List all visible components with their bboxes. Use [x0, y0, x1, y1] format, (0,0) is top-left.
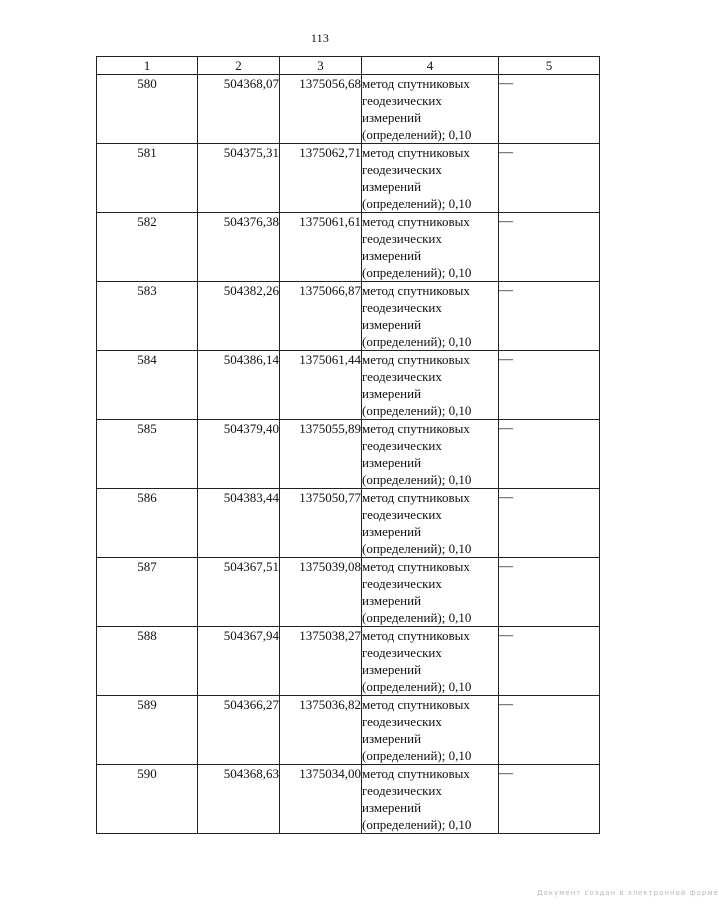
table-row [97, 627, 600, 696]
coordinate-y: 1375061,61 [280, 213, 362, 282]
coordinate-x: 504379,40 [198, 420, 280, 489]
column-header-2: 2 [198, 57, 280, 75]
method-accuracy: метод спутниковых геодезических измерений (определений); 0,10 [362, 696, 499, 765]
method-accuracy: метод спутниковых геодезических измерений (определений); 0,10 [362, 75, 499, 144]
coordinate-x: 504382,26 [198, 282, 280, 351]
coordinate-y: 1375061,44 [280, 351, 362, 420]
table-row [97, 558, 600, 627]
method-accuracy: метод спутниковых геодезических измерений (определений); 0,10 [362, 351, 499, 420]
coordinate-y: 1375034,00 [280, 765, 362, 834]
table-row [97, 282, 600, 351]
note-dash: — [499, 558, 600, 627]
coordinate-x: 504376,38 [198, 213, 280, 282]
table-row [97, 213, 600, 282]
coordinate-x: 504367,94 [198, 627, 280, 696]
page-number: 113 [310, 31, 330, 45]
note-dash: — [499, 213, 600, 282]
column-header-1: 1 [97, 57, 198, 75]
point-number: 581 [97, 144, 198, 213]
table-row [97, 144, 600, 213]
coordinate-y: 1375056,68 [280, 75, 362, 144]
point-number: 582 [97, 213, 198, 282]
coordinate-x: 504375,31 [198, 144, 280, 213]
note-dash: — [499, 765, 600, 834]
table-row [97, 696, 600, 765]
column-header-4: 4 [362, 57, 499, 75]
method-accuracy: метод спутниковых геодезических измерений (определений); 0,10 [362, 144, 499, 213]
method-accuracy: метод спутниковых геодезических измерений (определений); 0,10 [362, 420, 499, 489]
note-dash: — [499, 351, 600, 420]
method-accuracy: метод спутниковых геодезических измерений (определений); 0,10 [362, 765, 499, 834]
note-dash: — [499, 489, 600, 558]
point-number: 586 [97, 489, 198, 558]
point-number: 583 [97, 282, 198, 351]
point-number: 587 [97, 558, 198, 627]
coordinate-x: 504366,27 [198, 696, 280, 765]
coordinate-y: 1375055,89 [280, 420, 362, 489]
method-accuracy: метод спутниковых геодезических измерений (определений); 0,10 [362, 282, 499, 351]
coordinate-y: 1375038,27 [280, 627, 362, 696]
coordinate-x: 504383,44 [198, 489, 280, 558]
table-row [97, 75, 600, 144]
coordinate-y: 1375050,77 [280, 489, 362, 558]
note-dash: — [499, 144, 600, 213]
coordinate-x: 504367,51 [198, 558, 280, 627]
table-row [97, 489, 600, 558]
table-row [97, 765, 600, 834]
coordinate-y: 1375066,87 [280, 282, 362, 351]
point-number: 580 [97, 75, 198, 144]
method-accuracy: метод спутниковых геодезических измерений (определений); 0,10 [362, 558, 499, 627]
coordinates-table [96, 56, 600, 834]
point-number: 588 [97, 627, 198, 696]
coordinate-y: 1375062,71 [280, 144, 362, 213]
table-header-row [97, 57, 600, 75]
note-dash: — [499, 420, 600, 489]
coordinate-x: 504368,07 [198, 75, 280, 144]
point-number: 584 [97, 351, 198, 420]
point-number: 589 [97, 696, 198, 765]
coordinate-y: 1375039,08 [280, 558, 362, 627]
note-dash: — [499, 282, 600, 351]
method-accuracy: метод спутниковых геодезических измерений (определений); 0,10 [362, 489, 499, 558]
coordinate-x: 504368,63 [198, 765, 280, 834]
coordinate-x: 504386,14 [198, 351, 280, 420]
column-header-5: 5 [499, 57, 600, 75]
coordinate-y: 1375036,82 [280, 696, 362, 765]
note-dash: — [499, 627, 600, 696]
point-number: 585 [97, 420, 198, 489]
table-row [97, 420, 600, 489]
note-dash: — [499, 696, 600, 765]
method-accuracy: метод спутниковых геодезических измерений (определений); 0,10 [362, 213, 499, 282]
point-number: 590 [97, 765, 198, 834]
method-accuracy: метод спутниковых геодезических измерений (определений); 0,10 [362, 627, 499, 696]
electronic-document-stamp: Документ создан в электронной форме [537, 889, 719, 897]
column-header-3: 3 [280, 57, 362, 75]
table-row [97, 351, 600, 420]
note-dash: — [499, 75, 600, 144]
